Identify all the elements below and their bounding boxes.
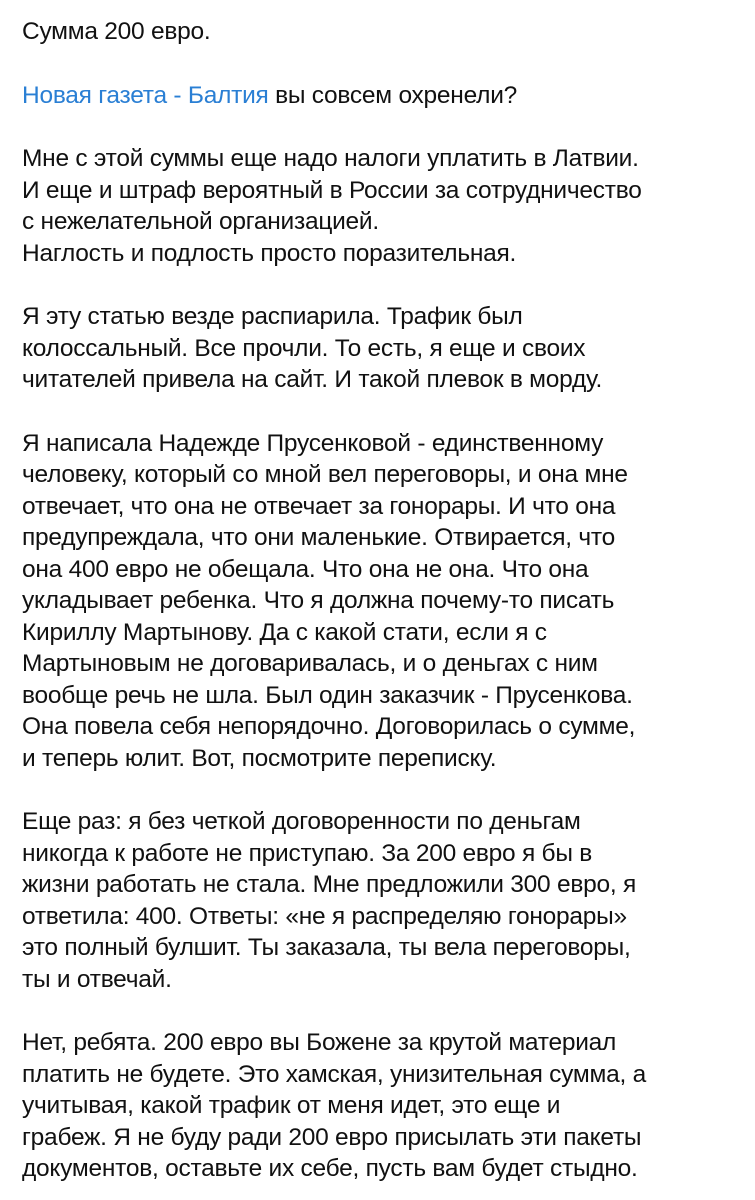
text-line: платить не будете. Это хамская, унизительная сумма, а <box>22 1060 646 1088</box>
text-line: Я написала Надежде Прусенковой - единственному <box>22 429 604 457</box>
text-line: Нет, ребята. 200 евро вы Божене за крутой материал <box>22 1029 617 1056</box>
text-line: грабеж. Я не буду ради 200 евро присылать эти пакеты <box>22 1123 642 1151</box>
text-line: читателей привела на сайт. И такой плевок в морду. <box>22 366 603 393</box>
text-fragment: вы совсем охренели? <box>268 81 518 109</box>
text-line: с нежелательной организацией. <box>22 208 379 235</box>
text-line: вообще речь не шла. Был один заказчик - Прусенкова. <box>22 681 633 709</box>
paragraph-taxes <box>22 143 741 269</box>
channel-link[interactable]: Новая газета - Балтия <box>22 81 269 109</box>
text-line: Наглость и подлость просто поразительная. <box>22 239 517 267</box>
text-line: ответила: 400. Ответы: «не я распределяю гонорары» <box>22 902 627 930</box>
paragraph-amount <box>22 16 741 48</box>
text-line: Мне с этой суммы еще надо налоги уплатить в Латвии. <box>22 145 639 172</box>
text-line: Она повела себя непорядочно. Договорилась о сумме, <box>22 713 636 740</box>
paragraph-traffic <box>22 301 741 396</box>
paragraph-negotiation <box>22 428 741 775</box>
text-line: ты и отвечай. <box>22 965 172 993</box>
text-line: никогда к работе не приступаю. За 200 евро я бы в <box>22 839 592 867</box>
text-line: человеку, который со мной вел переговоры, и она мне <box>22 461 628 488</box>
text-line: она 400 евро не обещала. Что она не она. Что она <box>22 555 589 583</box>
paragraph-address <box>22 80 741 112</box>
paragraph-conclusion <box>22 1027 741 1185</box>
text-line: укладывает ребенка. Что я должна почему-то писать <box>22 587 615 614</box>
text-line: Еще раз: я без четкой договоренности по деньгам <box>22 808 581 835</box>
paragraph-agreement <box>22 806 741 995</box>
text-line: Я эту статью везде распиарила. Трафик был <box>22 303 523 330</box>
text-line <box>22 80 741 112</box>
text-line: документов, оставьте их себе, пусть вам будет стыдно. <box>22 1155 638 1182</box>
text-line: учитывая, какой трафик от меня идет, это еще и <box>22 1092 561 1119</box>
text-line: И еще и штраф вероятный в России за сотрудничество <box>22 176 642 204</box>
text-line: и теперь юлит. Вот, посмотрите переписку. <box>22 744 497 772</box>
text-line: Мартыновым не договаривалась, и о деньгах с ним <box>22 650 598 677</box>
text-line: предупреждала, что они маленькие. Отвирается, что <box>22 524 615 551</box>
text-line: жизни работать не стала. Мне предложили 300 евро, я <box>22 871 636 898</box>
text-line: колоссальный. Все прочли. То есть, я еще и своих <box>22 334 586 362</box>
text-line: это полный булшит. Ты заказала, ты вела переговоры, <box>22 934 631 961</box>
text-line: Кириллу Мартынову. Да с какой стати, если я с <box>22 618 547 646</box>
text-line: Сумма 200 евро. <box>22 18 211 45</box>
text-line: отвечает, что она не отвечает за гонорары. И что она <box>22 492 616 520</box>
